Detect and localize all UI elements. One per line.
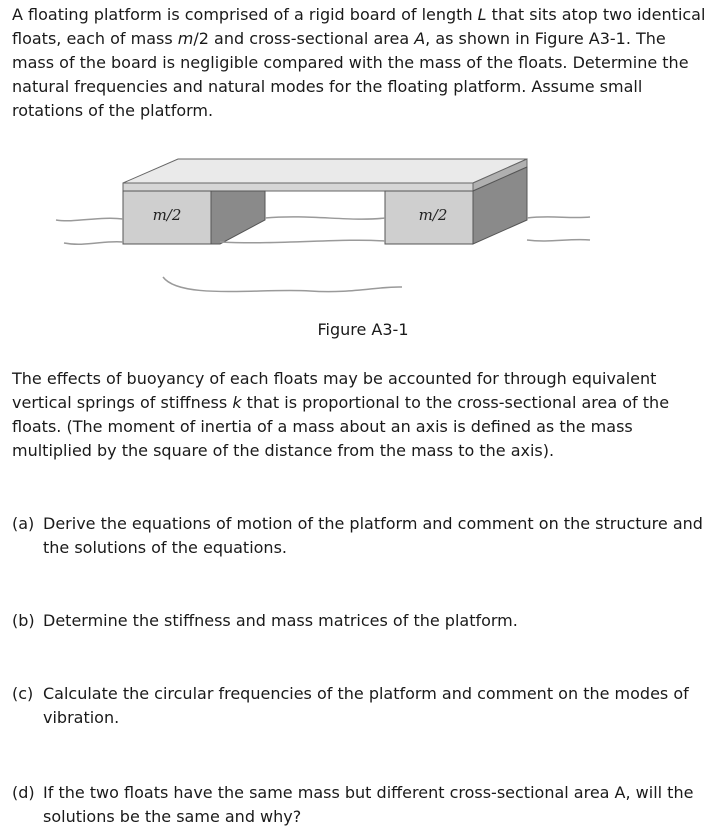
question-b <box>12 609 712 633</box>
board-top <box>123 159 527 183</box>
question-a <box>12 512 712 560</box>
left-float-label: m/2 <box>152 206 182 224</box>
board-front <box>123 183 473 191</box>
question-text: Calculate the circular frequencies of the platform and comment on the modes of vibration. <box>43 684 689 727</box>
figure-caption: Figure A3-1 <box>317 320 409 339</box>
buoyancy-paragraph: The effects of buoyancy of each floats may be accounted for through equivalent vertical springs of stiffness k that is proportional to the cross-sectional area of the floats. (The moment of inertia of a mass about an axis is defined as the mass multiplied by the square of the distance from the mass to the axis). <box>12 369 670 460</box>
question-c <box>12 682 712 730</box>
platform-figure <box>50 150 610 310</box>
question-d <box>12 781 712 829</box>
question-label: (b) <box>12 611 35 630</box>
left-float-side <box>211 191 265 244</box>
right-float-label: m/2 <box>418 206 448 224</box>
question-label: (a) <box>12 514 35 533</box>
question-label: (c) <box>12 684 34 703</box>
question-text: Determine the stiffness and mass matrices of the platform. <box>43 611 518 630</box>
problem-intro: A floating platform is comprised of a rigid board of length L that sits atop two identical floats, each of mass m/2 and cross-sectional area A, as shown in Figure A3-1. The mass of the board is negligible compared with the mass of the floats. Determine the natural frequencies and natural modes for the floating platform. Assume small rotations of the platform. <box>12 5 706 120</box>
question-text: Derive the equations of motion of the platform and comment on the structure and the solutions of the equations. <box>43 514 703 557</box>
question-label: (d) <box>12 783 35 802</box>
question-text: If the two floats have the same mass but different cross-sectional area A, will the solutions be the same and why? <box>43 783 694 826</box>
